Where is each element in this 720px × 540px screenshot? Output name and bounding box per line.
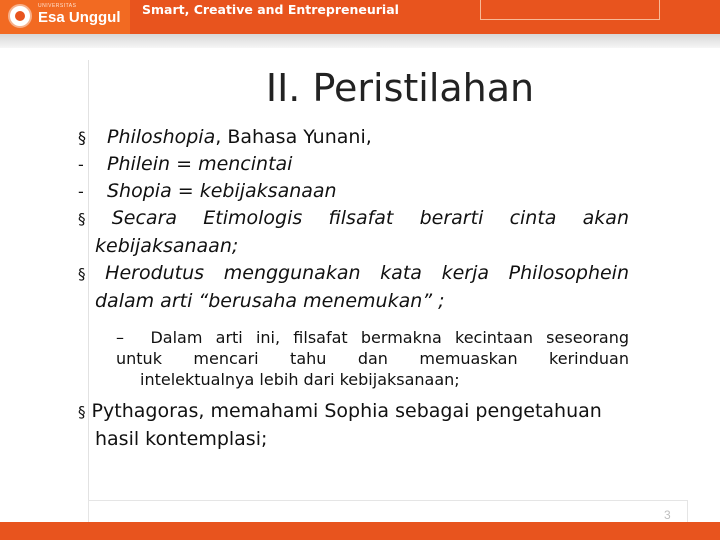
- header-shadow-band: [0, 34, 720, 48]
- logo-sup-text: UNIVERSITAS: [38, 3, 77, 9]
- bullet4-line2: hasil kontemplasi;: [95, 428, 268, 450]
- bullet-etimologis: [78, 205, 629, 260]
- square-bullet-icon: §: [78, 265, 86, 283]
- logo-text: Esa Unggul: [38, 9, 121, 26]
- bullet-pythagoras: [78, 398, 629, 453]
- section-marker-icon: §: [78, 128, 86, 147]
- university-logo: [0, 0, 130, 34]
- dash-marker-icon: -: [78, 182, 84, 201]
- sub-line3: intelektualnya lebih dari kebijaksanaan;: [140, 370, 460, 389]
- sub-line2: untuk mencari tahu dan memuaskan kerinduan: [116, 349, 629, 368]
- bullet-philoshopia: [78, 124, 629, 151]
- header-tab-outline: [480, 0, 660, 20]
- term-philoshopia: Philoshopia: [107, 126, 216, 148]
- bullet4-line1: Pythagoras, memahami Sophia sebagai pengetahuan: [91, 400, 602, 422]
- bullet3-line2: dalam arti “berusaha menemukan” ;: [95, 290, 445, 312]
- square-bullet-icon: §: [78, 210, 86, 228]
- dash-philein-text: Philein = mencintai: [107, 153, 293, 175]
- sub-line1: Dalam arti ini, filsafat bermakna kecintaan seseorang: [150, 328, 630, 347]
- bullet1-rest: , Bahasa Yunani,: [215, 126, 372, 148]
- en-dash-icon: –: [116, 328, 124, 347]
- page-number: 3: [664, 508, 671, 522]
- dash-shopia: [78, 178, 629, 205]
- tagline: Smart, Creative and Entrepreneurial: [142, 2, 399, 17]
- logo-emblem-icon: [8, 4, 32, 28]
- sub-bullet-dalam-arti: [116, 327, 629, 390]
- bullet3-line1: Herodutus menggunakan kata kerja Philosophein: [105, 262, 629, 284]
- bullet2-line2: kebijaksanaan;: [95, 235, 239, 257]
- dash-philein: [78, 151, 629, 178]
- dash-shopia-text: Shopia = kebijaksanaan: [107, 180, 337, 202]
- footer-tab-outline: [88, 500, 688, 522]
- square-bullet-icon: §: [78, 403, 86, 421]
- slide-content: [78, 124, 629, 453]
- footer-bar: [0, 522, 720, 540]
- slide-title: II. Peristilahan: [265, 66, 535, 110]
- bullet-herodutus: [78, 260, 629, 315]
- dash-marker-icon: -: [78, 155, 84, 174]
- header-bar: [0, 0, 720, 34]
- bullet2-line1: Secara Etimologis filsafat berarti cinta akan: [111, 207, 629, 229]
